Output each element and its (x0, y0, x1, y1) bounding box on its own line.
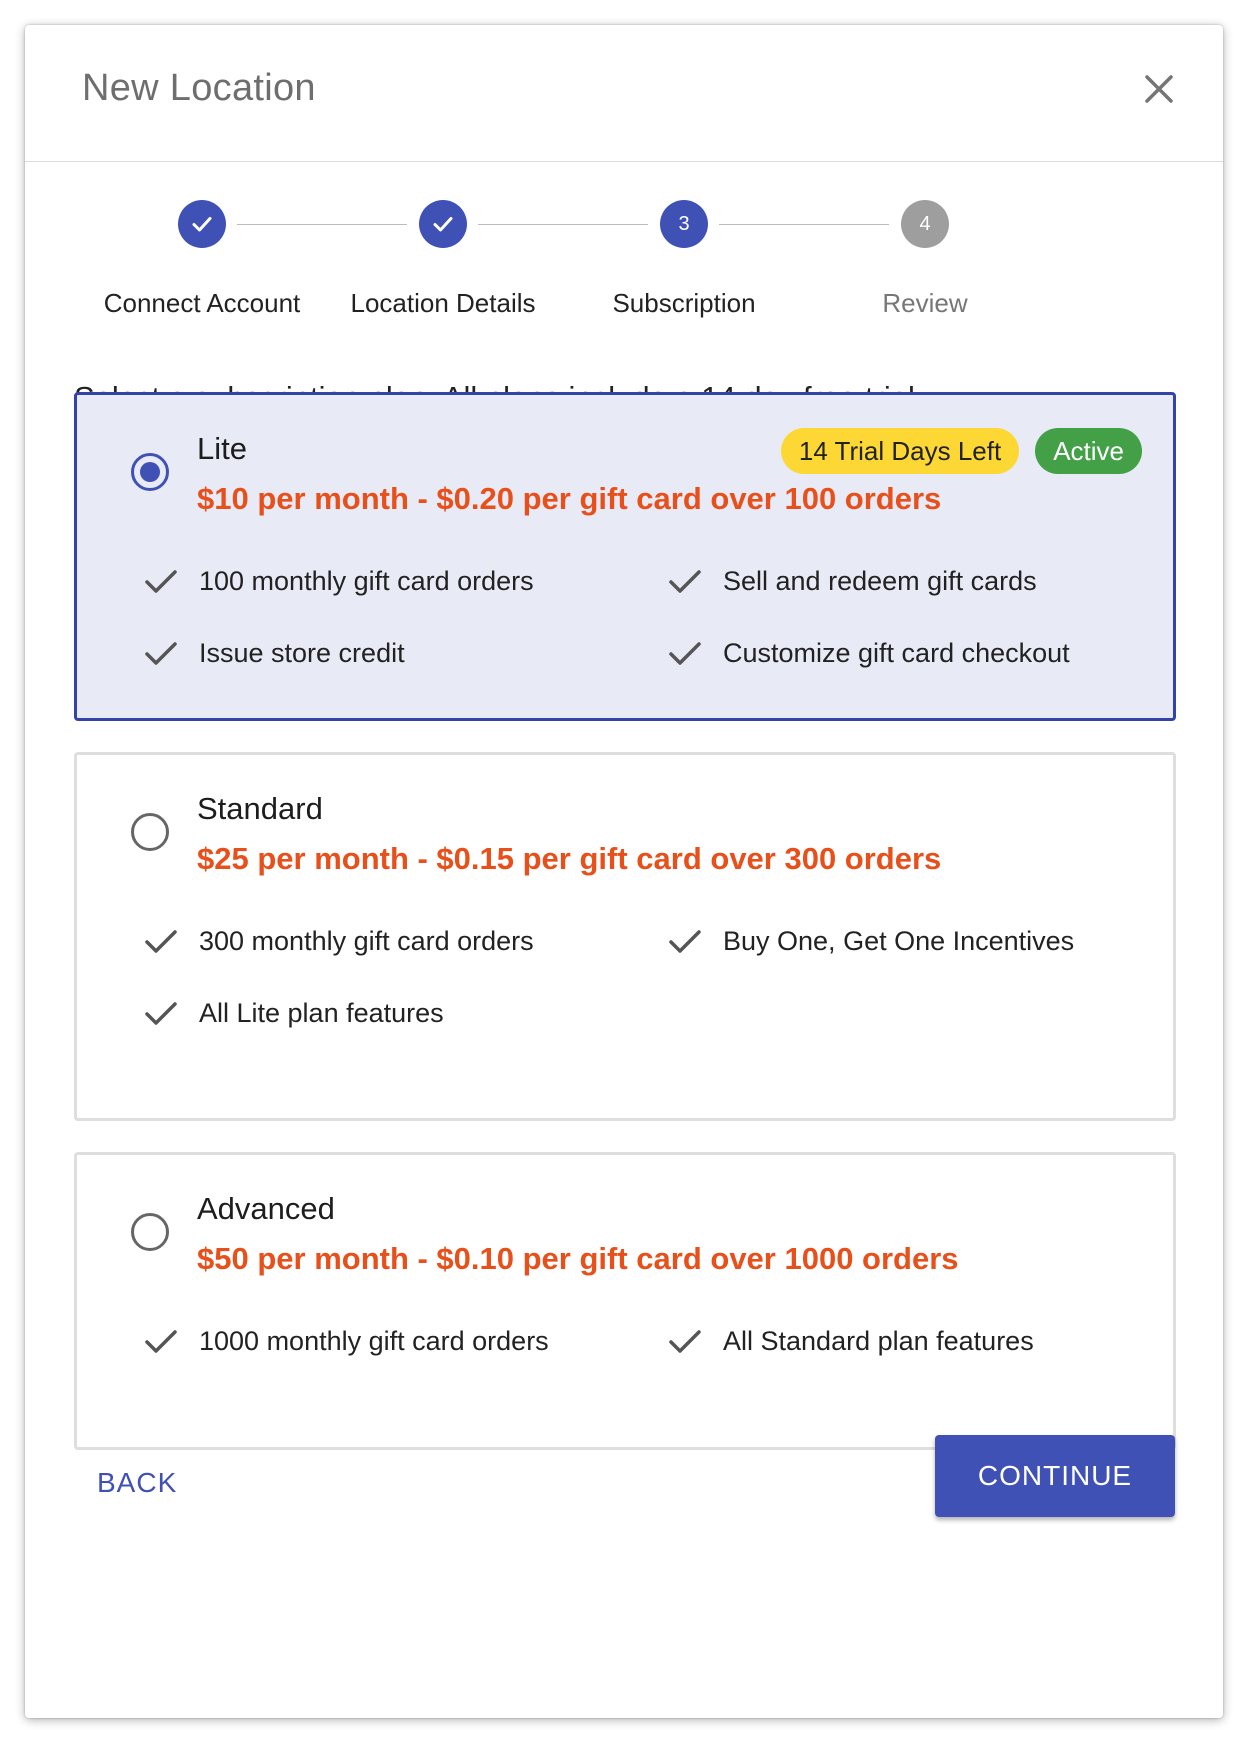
active-badge: Active (1035, 428, 1142, 474)
check-icon (141, 993, 181, 1033)
check-icon (141, 561, 181, 601)
new-location-dialog (25, 25, 1223, 1718)
feature-item (141, 921, 534, 961)
plan-name: Standard (197, 791, 323, 826)
feature-label: All Lite plan features (199, 997, 444, 1028)
feature-label: Issue store credit (199, 637, 405, 668)
plan-name: Lite (197, 431, 247, 466)
feature-item (665, 921, 1074, 961)
feature-item (141, 633, 405, 673)
check-icon (428, 209, 458, 239)
close-button[interactable] (1139, 69, 1179, 109)
step-label: Connect Account (103, 288, 301, 318)
check-icon (665, 1321, 705, 1361)
feature-item (141, 561, 534, 601)
plan-card-advanced[interactable] (74, 1152, 1176, 1450)
plan-radio-standard[interactable] (131, 813, 169, 851)
step-circle-completed (178, 200, 226, 248)
step-label: Subscription (612, 288, 756, 318)
close-icon (1139, 69, 1179, 109)
dialog-header (25, 25, 1223, 162)
plan-radio-lite[interactable] (131, 453, 169, 491)
feature-item (141, 1321, 549, 1361)
step-review[interactable] (795, 200, 1055, 319)
plan-price: $50 per month - $0.10 per gift card over 1000 orders (197, 1241, 959, 1276)
check-icon (665, 561, 705, 601)
feature-item (665, 633, 1070, 673)
check-icon (665, 633, 705, 673)
step-circle-completed (419, 200, 467, 248)
feature-label: 100 monthly gift card orders (199, 565, 534, 596)
step-location-details[interactable] (313, 200, 573, 319)
check-icon (141, 1321, 181, 1361)
feature-item (141, 993, 444, 1033)
dialog-title: New Location (82, 67, 316, 109)
plan-radio-advanced[interactable] (131, 1213, 169, 1251)
continue-button[interactable]: CONTINUE (935, 1435, 1175, 1517)
check-icon (141, 921, 181, 961)
feature-label: All Standard plan features (723, 1325, 1034, 1356)
check-icon (141, 633, 181, 673)
check-icon (187, 209, 217, 239)
check-icon (665, 921, 705, 961)
trial-days-badge: 14 Trial Days Left (781, 428, 1019, 474)
feature-label: 300 monthly gift card orders (199, 925, 534, 956)
feature-label: Buy One, Get One Incentives (723, 925, 1075, 956)
feature-label: Sell and redeem gift cards (723, 565, 1037, 596)
plan-name: Advanced (197, 1191, 335, 1226)
step-circle-current: 3 (660, 200, 708, 248)
plan-card-standard[interactable] (74, 752, 1176, 1121)
feature-label: Customize gift card checkout (723, 637, 1070, 668)
feature-item (665, 1321, 1034, 1361)
step-connect-account[interactable] (72, 200, 332, 319)
plan-badges (781, 428, 1142, 474)
plan-card-lite[interactable] (74, 392, 1176, 721)
step-label: Location Details (350, 288, 536, 318)
step-subscription[interactable] (554, 200, 814, 319)
stepper (25, 200, 1223, 340)
step-circle-pending: 4 (901, 200, 949, 248)
plan-price: $10 per month - $0.20 per gift card over 100 orders (197, 481, 942, 516)
feature-label: 1000 monthly gift card orders (199, 1325, 549, 1356)
step-label: Review (882, 288, 968, 318)
plan-price: $25 per month - $0.15 per gift card over 300 orders (197, 841, 942, 876)
feature-item (665, 561, 1037, 601)
back-button[interactable]: BACK (97, 1467, 178, 1498)
